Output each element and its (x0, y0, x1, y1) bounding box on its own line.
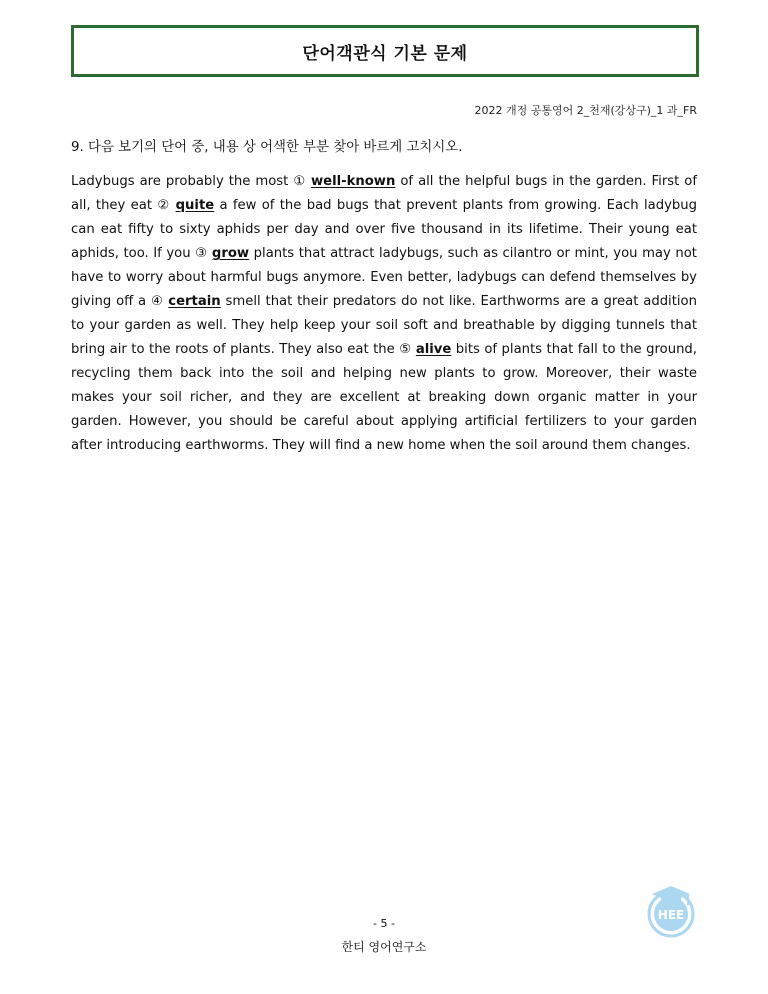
page-number: - 5 - (373, 917, 395, 930)
passage-text: a few of the bad bugs that prevent plants from growing. Each ladybug can eat fifty to sixty aphids per day and over five thousand in its lifetime. Their young eat aphids, too. If you (71, 198, 697, 261)
passage-text: Ladybugs are probably the most (71, 174, 294, 189)
choice-number: ⑤ (399, 342, 412, 357)
title-box (71, 25, 699, 77)
passage-text: plants that attract ladybugs, such as cilantro or mint, you may not have to worry about harmful bugs anymore. Even better, ladybugs can defend themselves by giving off a (71, 246, 697, 309)
choice-number: ① (293, 174, 306, 189)
source-label: 2022 개정 공통영어 2_천재(강상구)_1 과_FR (474, 104, 697, 117)
footer-org: 한티 영어연구소 (341, 940, 427, 954)
passage-text: bits of plants that fall to the ground, recycling them back into the soil and helping new plants to grow. Moreover, their waste makes your soil richer, and they are excellent at breaking down organic matter in your garden. However, you should be careful about applying artificial fertilizers to your garden after introducing earthworms. They will find a new home when the soil around them changes. (71, 342, 697, 453)
passage-text: smell that their predators do not like. Earthworms are a great addition to your garden as well. They help keep your soil soft and breathable by digging tunnels that bring air to the roots of plants. They also eat the (71, 294, 697, 357)
choice-word: well-known (310, 174, 396, 189)
logo-text: HEE (657, 908, 685, 922)
choice-word: certain (168, 294, 221, 309)
choice-number: ② (157, 198, 171, 213)
page-title: 단어객관식 기본 문제 (302, 43, 468, 64)
passage-text: of all the helpful bugs in the garden. First of all, they eat (71, 174, 697, 213)
choice-number: ③ (195, 246, 208, 261)
choice-word: alive (415, 342, 452, 357)
question-text: 9. 다음 보기의 단어 중, 내용 상 어색한 부분 찾아 바르게 고치시오. (71, 140, 463, 155)
choice-word: quite (175, 198, 215, 213)
choice-number: ④ (150, 294, 164, 309)
passage (71, 170, 697, 458)
hee-logo-icon (640, 878, 702, 940)
choice-word: grow (211, 246, 250, 261)
